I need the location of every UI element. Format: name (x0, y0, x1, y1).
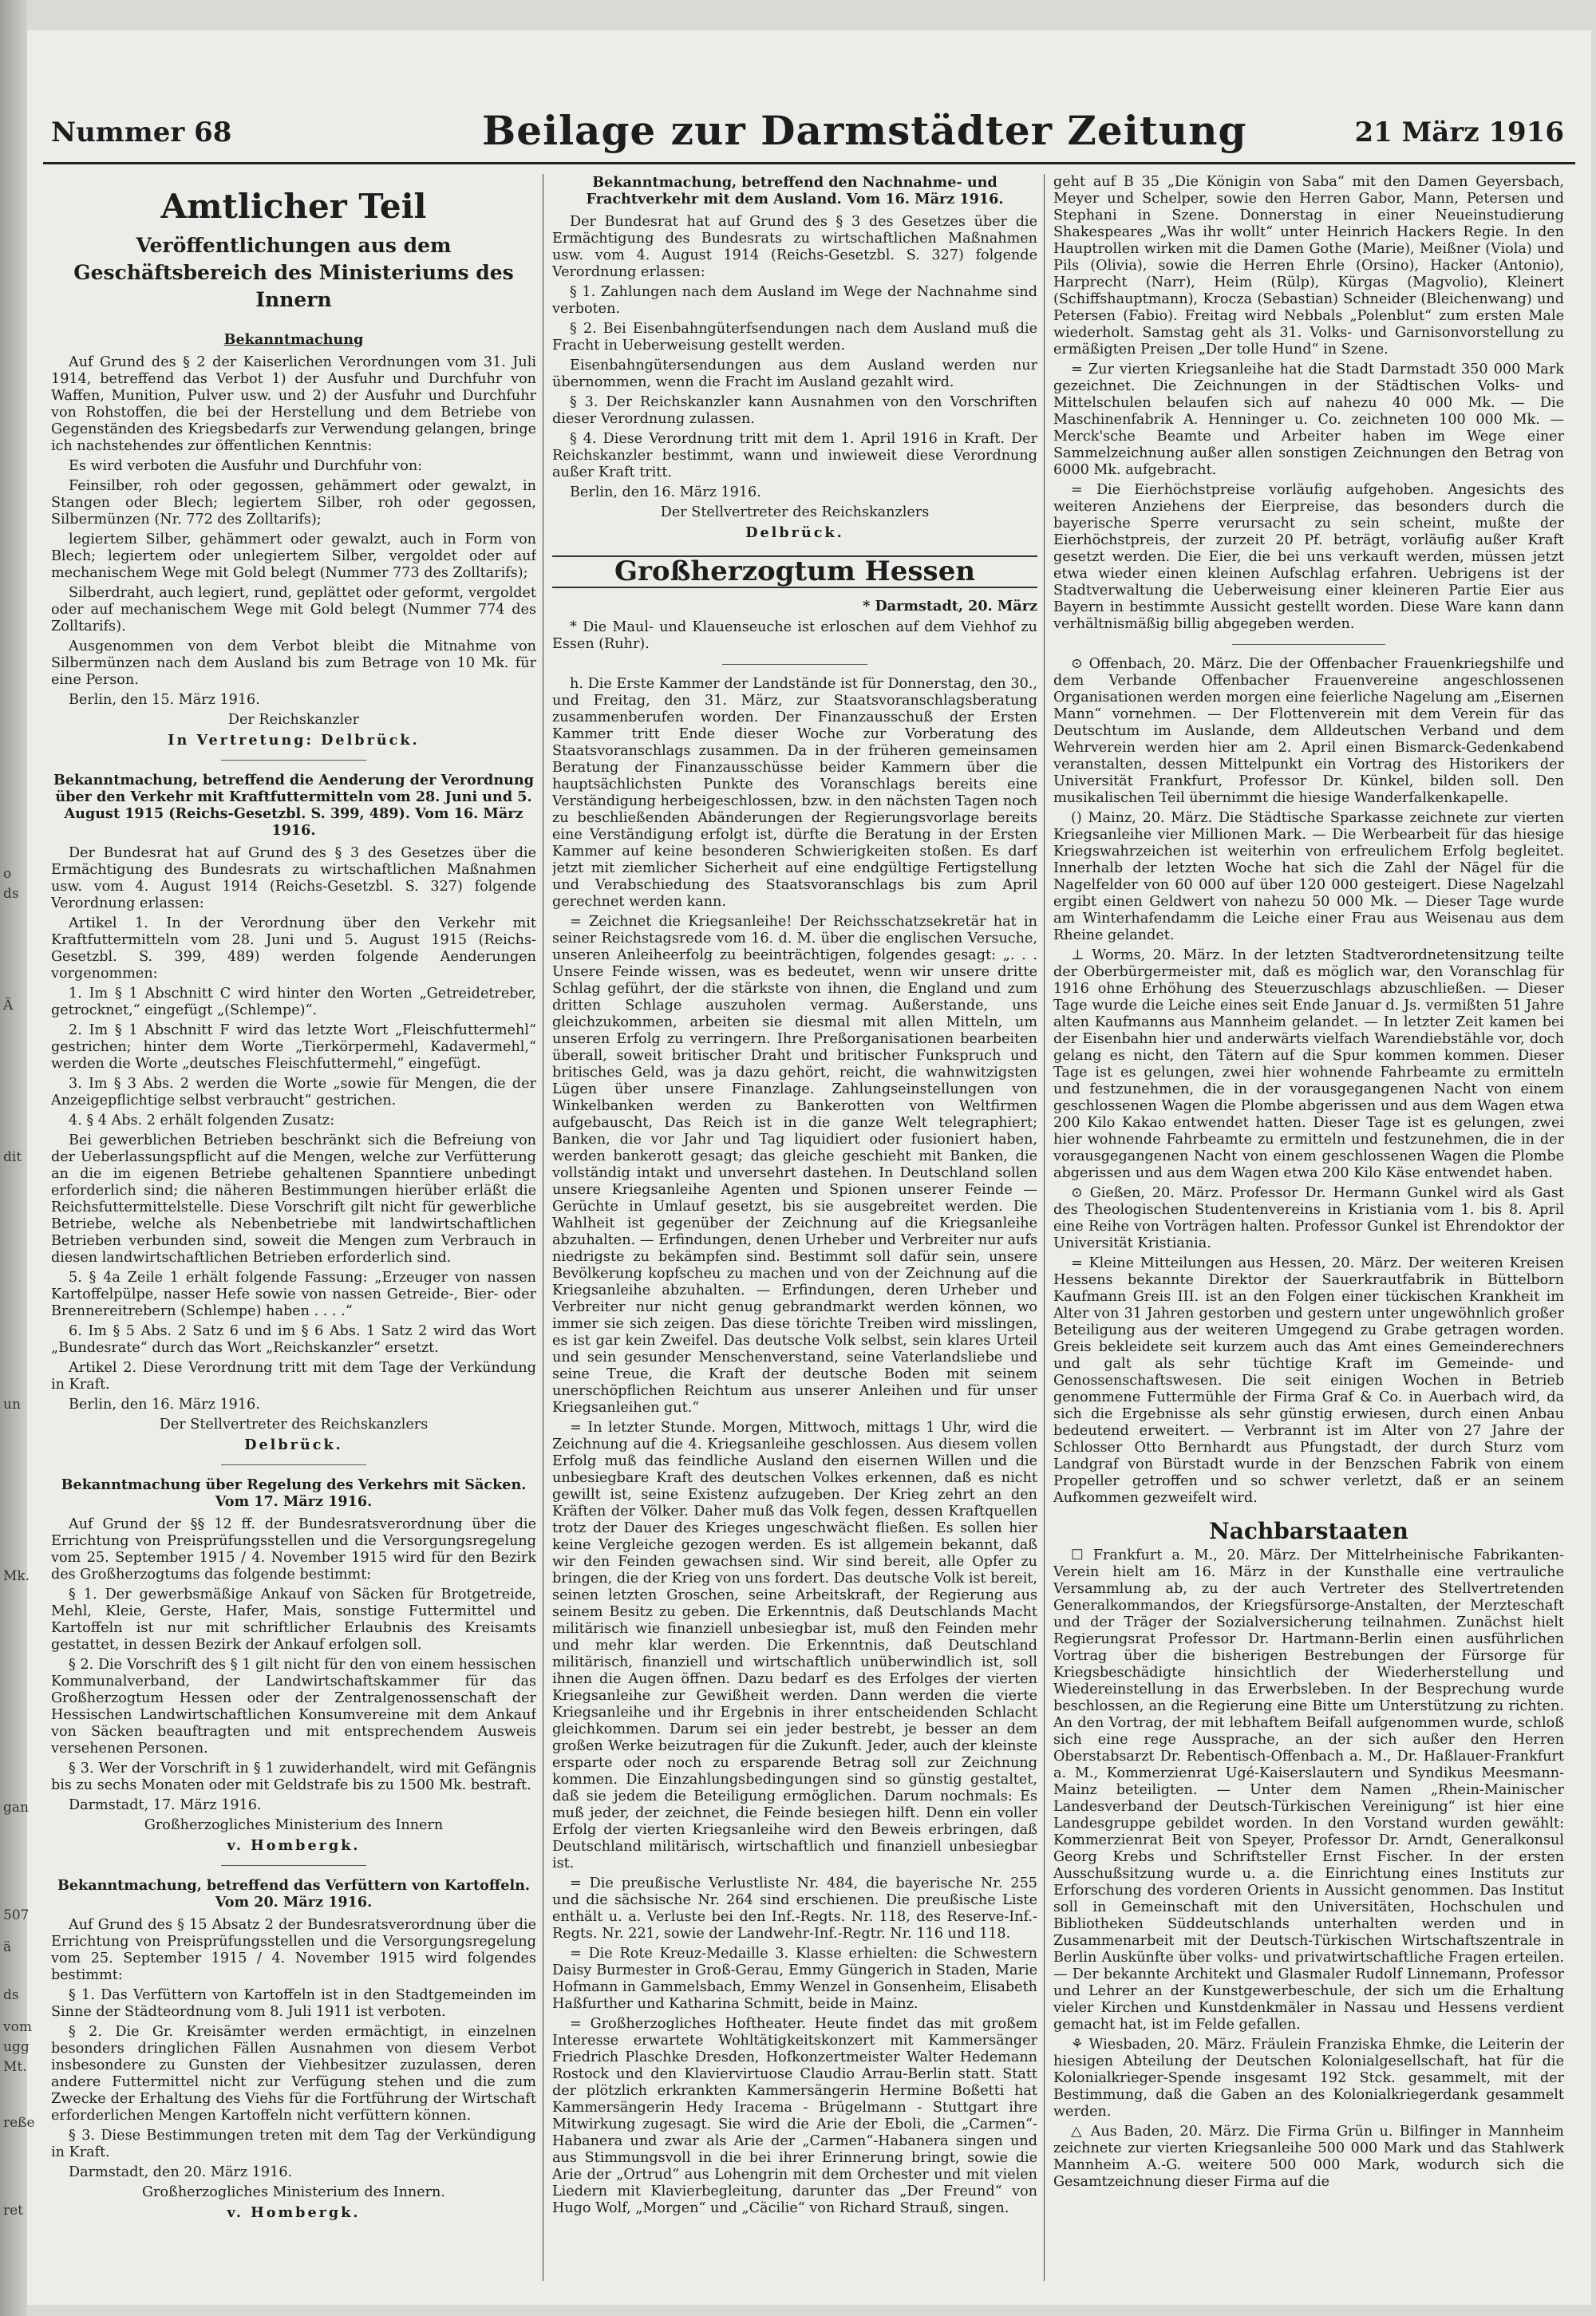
section-title: Nachbarstaaten (1209, 1518, 1408, 1544)
article-heading: Bekanntmachung, betreffend die Aenderung der Verordnung über den Verkehr mit Kraftfuttermitteln vom 28. Juni und 5. August 1915 (Reichs-Gesetzbl. S. 399, 489). Vom 16. März 1916. (53, 772, 535, 839)
article-paragraph: Bei gewerblichen Betrieben beschränkt sich die Befreiung von der Ueberlassungspflicht auf die Mengen, welche zur Verfütterung an die im eigenen Betriebe gehaltenen Spanntiere unbedingt erforderlich sind; die näheren Bestimmungen hierüber erläßt die Reichsfuttermittelstelle. Diese Vorschrift gilt nicht für gewerbliche Betriebe, welche als Nebenbetriebe mit landwirtschaftlichen Betrieben verbunden sind, soweit die Mengen zum Verbrauch in diesen landwirtschaftlichen Betrieben erforderlich sind. (51, 1132, 536, 1266)
separator (221, 1464, 366, 1465)
separator (221, 1865, 366, 1866)
article-paragraph: § 1. Zahlungen nach dem Ausland im Wege der Nachnahme sind verboten. (552, 284, 1037, 317)
facing-page-fragment: Mk. (3, 1568, 30, 1584)
article-paragraph: § 1. Der gewerbsmäßige Ankauf von Säcken für Brotgetreide, Mehl, Kleie, Gerste, Hafer, Mais, sonstige Futtermittel und Kartoffeln ist nur mit schriftlicher Erlaubnis des Kreisamts gestattet, in dessen Bezirk der Ankauf erfolgen soll. (51, 1587, 536, 1653)
article-paragraph: legiertem Silber, gehämmert oder gewalzt, auch in Form von Blech; legiertem oder unlegiertem Silber, vergoldet oder auf mechanischem Wege mit Gold belegt (Nummer 773 des Zolltarifs); (51, 532, 536, 581)
article-paragraph: 2. Im § 1 Abschnitt F wird das letzte Wort „Fleischfuttermehl“ gestrichen; hinter dem Worte „Tierkörpermehl, Kadavermehl,“ werden die Worte „deutsches Fleischfuttermehl,“ eingefügt. (51, 1022, 536, 1072)
column-1 (51, 174, 536, 2289)
place-date: Berlin, den 15. März 1916. (69, 692, 260, 708)
facing-page-fragment: ugg (3, 2039, 30, 2055)
facing-page-fragment: Mt. (3, 2059, 27, 2075)
article-paragraph: 5. § 4a Zeile 1 erhält folgende Fassung: „Erzeuger von nassen Kartoffelpülpe, nasser Hefe sowie von nassen Getreide-, Bier- oder Brennereitrebern (Schlempe) haben . . . .“ (51, 1270, 536, 1319)
article-paragraph: § 2. Bei Eisenbahngüterfsendungen nach dem Ausland muß die Fracht in Ueberweisung gestellt werden. (552, 321, 1037, 354)
article-paragraph: 1. Im § 1 Abschnitt C wird hinter den Worten „Getreidetreber, getrocknet,“ eingefügt „(Schlempe)“. (51, 986, 536, 1018)
news-item: = Die Eierhöchstpreise vorläufig aufgehoben. Angesichts des weiteren Anziehens der Eierpreise, das besonders durch die bayerische Sperre verursacht zu sein scheint, mußte der Eierhöchstpreis, der zurzeit 20 Pf. beträgt, vorläufig außer Kraft gesetzt werden. Die Eier, die bei uns verkauft werden, müssen jetzt etwa wieder einen kleinen Aufschlag erfahren. Uebrigens ist der Stadtverwaltung die Ueberweisung einer kleineren Partie Eier aus Bayern in bestimmte Aussicht gestellt worden. Diese Ware kann dann verhältnismäßig billig abgegeben werden. (1053, 482, 1564, 632)
facing-page-fragment: o (3, 866, 12, 882)
article-paragraph: § 3. Diese Bestimmungen treten mit dem Tag der Verkündigung in Kraft. (51, 2128, 536, 2160)
section-subtitle: Veröffentlichungen aus dem Geschäftsbereich des Ministeriums des Innern (73, 234, 514, 311)
news-item: = Die Rote Kreuz-Medaille 3. Klasse erhielten: die Schwestern Daisy Burmester in Groß-Gerau, Emmy Güngerich in Staden, Marie Hofmann in Gammelsbach, Emmy Wenzel in Gonsenheim, Elisabeth Haßfurther und Katharina Schmitt, beide in Mainz. (552, 1946, 1037, 2012)
article-paragraph: § 4. Diese Verordnung tritt mit dem 1. April 1916 in Kraft. Der Reichskanzler bestimmt, wann und inwieweit diese Verordnung außer Kraft tritt. (552, 431, 1037, 480)
article-paragraph: 3. Im § 3 Abs. 2 werden die Worte „sowie für Mengen, die der Anzeigepflichtige selbst verbraucht“ gestrichen. (51, 1076, 536, 1109)
place-date: Berlin, den 16. März 1916. (69, 1397, 260, 1413)
issue-number: Nummer 68 (51, 117, 232, 148)
separator (722, 664, 867, 665)
news-item: ⊙ Offenbach, 20. März. Die der Offenbacher Frauenkriegshilfe und dem Verbande Offenbacher Frauenvereine angeschlossenen Organisationen werden morgen eine feierliche Nagelung am „Eisernen Mann“ vornehmen. — Der Flottenverein mit dem Verein für das Deutschtum im Auslande, dem Alldeutschen Verband und dem Wehrverein werden hier am 2. April einen Bismarck-Gedenkabend veranstalten, dessen Mittelpunkt ein Vortrag des Historikers der Universität Frankfurt, Professor Dr. Künkel, bilden soll. Den musikalischen Teil übernimmt die hiesige Wanderfalkenkapelle. (1053, 656, 1564, 806)
place-date: Darmstadt, 17. März 1916. (69, 1797, 262, 1813)
signature: Delbrück. (244, 1437, 343, 1453)
article-paragraph: Auf Grund der §§ 12 ff. der Bundesratsverordnung über die Errichtung von Preisprüfungsstellen und die Versorgungsregelung vom 25. September 1915 / 4. November 1915 wird für den Bezirk des Großherzogtums das folgende bestimmt: (51, 1516, 536, 1583)
separator (221, 760, 366, 761)
article-paragraph: § 2. Die Gr. Kreisämter werden ermächtigt, in einzelnen besonders dringlichen Fällen Ausnahmen von diesem Verbot insbesondere zu Gunsten der Viehbesitzer zuzulassen, deren andere Futtermittel nicht zur Verfügung stehen und die zum Zwecke der Erhaltung des Viehs für die Fortführung der Wirtschaft erforderlichen Mengen Kartoffeln nicht verfüttern können. (51, 2024, 536, 2124)
article-heading: Bekanntmachung, betreffend das Verfüttern von Kartoffeln. Vom 20. März 1916. (57, 1877, 531, 1911)
news-item: geht auf B 35 „Die Königin von Saba“ mit den Damen Geyersbach, Meyer und Schelper, sowie den Herren Gabor, Mann, Petersen und Stephani in Szene. Donnerstag in einer Neueinstudierung Shakespeares „Was ihr wollt“ unter Heinrich Hackers Regie. In den Hauptrollen wirken mit die Damen Gothe (Marie), Meißner (Viola) und Pils (Olivia), sowie die Herren Ehrle (Orsino), Hacker (Antonio), Harprecht (Narr), Heim (Rülp), Kürgas (Magvolio), Kleinert (Schiffshauptmann), Krocza (Sebastian) Schneider (Bleichenwang) und Petersen (Fabio). Freitag wird Nebbals „Polenblut“ zum ersten Male wiederholt. Samstag geht als 31. Volks- und Garnisonvorstellung zu ermäßigten Preisen „Der tolle Hund“ in Szene. (1053, 174, 1564, 358)
newspaper-title: Beilage zur Darmstädter Zeitung (482, 107, 1247, 154)
news-item: = Kleine Mitteilungen aus Hessen, 20. März. Der weiteren Kreisen Hessens bekannte Direktor der Sauerkrautfabrik in Büttelborn Kaufmann Greis III. ist an den Folgen einer tückischen Krankheit im Alter von 31 Jahren gestorben und gestern unter ungewöhnlich großer Beteiligung aus der weiteren Umgegend zu Grabe getragen worden. Greis bekleidete seit kurzem auch das Amt eines Gemeinderechners und galt als sehr tüchtige Kraft im Gemeinde- und Genossenschaftswesen. Die seit einigen Wochen in Betrieb genommene Futtermühle der Firma Graf & Co. in Auerbach wird, da sich die Ergebnisse als sehr günstig erwiesen, durch einen Anbau bedeutend erweitert. — Verbrannt ist im Alter von 27 Jahre der Schlosser Otto Bernhardt aus Pfungstadt, der durch Sturz vom Landgraf von Bürstadt wurde in der Benzschen Fabrik von einem Propeller getroffen und so schwer verletzt, daß er an seinem Aufkommen gezweifelt wird. (1053, 1255, 1564, 1506)
news-item: = In letzter Stunde. Morgen, Mittwoch, mittags 1 Uhr, wird die Zeichnung auf die 4. Kriegsanleihe geschlossen. Aus diesem vollen Erfolg muß das feindliche Ausland den eisernen Willen und die unbesiegbare Kraft des deutschen Volkes erkennen, daß es nicht gewillt ist, seine Existenz aufzugeben. Der Krieg zehrt an den Kräften der Völker. Daher muß das Volk fegen, dessen Kraftquellen trotz der Dauer des Krieges ungeschwächt fließen. Es sollen hier keine Vergleiche gezogen werden. Es ist allgemein bekannt, daß wir den Feinden gewachsen sind. Wir sind bereit, alle Opfer zu bringen, die der Krieg von uns fordert. Das deutsche Volk ist bereit, seinen letzten Groschen, seine Arbeitskraft, der Regierung aus seinem Besitz zu geben. Die Erkenntnis, daß Deutschlands Macht militärisch wie finanziell unbesiegbar ist, muß den Feinden mehr und mehr klar werden. Die Erkenntnis, daß Deutschland militärisch, finanziell und wirtschaftlich unüberwindlich ist, soll ihnen die Augen öffnen. Dazu bedarf es des Erfolges der vierten Kriegsanleihe zur Gewißheit werden. Dann werden die vierte Kriegsanleihe und ihr Ergebnis in ihrer entscheidenden Schlacht gleichkommen. Darum sei ein jeder bestrebt, je besser an dem großen Werke beizutragen für die Zukunft. Jeder, auch der kleinste ersparte oder noch zu ersparende Betrag soll zur Zeichnung kommen. Die Einzahlungsbedingungen sind so günstig gestaltet, daß sie jedem die Beteiligung ermöglichen. Darum nochmals: Es muß jeder, der zeichnet, die Feinde besiegen hilft. Denn ein voller Erfolg der vierten Kriegsanleihe wird den Beweis erbringen, daß Deutschland militärisch, wirtschaftlich und finanziell unbesiegbar ist. (552, 1420, 1037, 1871)
article-paragraph: Ausgenommen von dem Verbot bleibt die Mitnahme von Silbermünzen nach dem Ausland bis zum Betrage von 10 Mk. für eine Person. (51, 638, 536, 688)
article-paragraph: Artikel 2. Diese Verordnung tritt mit dem Tage der Verkündung in Kraft. (51, 1360, 536, 1393)
column-3 (1053, 174, 1564, 2289)
facing-page-fragment: 507 (3, 1907, 30, 1923)
signatory-role: Der Stellvertreter des Reichskanzlers (660, 504, 930, 520)
signature: Delbrück. (745, 524, 844, 541)
newspaper-page (27, 30, 1591, 2305)
article-paragraph: § 3. Wer der Vorschrift in § 1 zuwiderhandelt, wird mit Gefängnis bis zu sechs Monaten oder mit Geldstrafe bis zu 1500 Mk. bestraft. (51, 1761, 536, 1793)
news-item: = Großherzogliches Hoftheater. Heute findet das mit großem Interesse erwartete Wohltätigkeitskonzert mit Kammersänger Friedrich Plaschke Dresden, Hofkonzertmeister Walter Hedemann Rostock und den Klaviervirtuose Claudio Arrau-Berlin statt. Statt der plötzlich erkrankten Kammersängerin Hermine Boßetti hat Kammersängerin Hedy Iracema - Brügelmann - Stuttgart ihre Mitwirkung zugesagt. Sie wird die Arie der Eboli, die „Carmen“-Habanera und zwar als Arie der „Carmen“-Habanera singen und aus Stimmungsvoll in die bei ihrer Erinnerung bringt, sowie die Arie der „Ortrud“ aus Lohengrin mit dem Orchester und mit vielen Liedern mit Klavierbegleitung, darunter das „Der Freund“ von Hugo Wolf, „Morgen“ und „Cäcilie“ von Richard Strauß, singen. (552, 2016, 1037, 2216)
news-item: ⊙ Gießen, 20. März. Professor Dr. Hermann Gunkel wird als Gast des Theologischen Studentenvereins in Kristiania vom 1. bis 8. April eine Reihe von Vorträgen halten. Professor Gunkel ist Ehrendoktor der Universität Kristiania. (1053, 1185, 1564, 1251)
dateline: * Darmstadt, 20. März (863, 598, 1037, 615)
issue-date: 21 März 1916 (1354, 117, 1564, 148)
article-heading: Bekanntmachung (223, 331, 364, 348)
article-paragraph: Eisenbahngütersendungen aus dem Ausland werden nur übernommen, wenn die Fracht im Ausland gezahlt wird. (552, 358, 1037, 390)
facing-page-fragment: vom (3, 2019, 32, 2035)
news-item: ☐ Frankfurt a. M., 20. März. Der Mittelrheinische Fabrikanten-Verein hielt am 16. März in der Kunsthalle eine vertrauliche Versammlung ab, zu der auch Vertreter des Stellvertretenden Generalkommandos, der Kriegsfürsorge-Anstalten, der Merzteschaft und der Träger der Sozialversicherung teilnahmen. Zunächst hielt Regierungsrat Professor Dr. Hartmann-Berlin einen ausführlichen Vortrag über die bisherigen Bestrebungen der Fürsorge für Kriegsbeschädigte hinsichtlich der Wiederherstellung und Wiedereinstellung in das Erwerbsleben. In der Besprechung wurde beschlossen, an die Regierung eine Bitte um Unterstützung zu richten. An den Vortrag, der mit lebhaftem Beifall aufgenommen wurde, schloß sich eine rege Aussprache, an der sich außer den Herren Oberstabsarzt Dr. Rebentisch-Offenbach a. M., Dr. Haßlauer-Frankfurt a. M., Kommerzienrat Ugé-Kaiserslautern und Syndikus Meesmann-Mainz beteiligten. — Unter dem Namen „Rhein-Mainischer Landesverband der Deutsch-Türkischen Vereinigung“ ist hier eine Landesgruppe gebildet worden. In den Vorstand wurden gewählt: Kommerzienrat Beit von Speyer, Professor Dr. Arndt, Generalkonsul Georg Krebs und Schriftsteller Ernst Fischer. In der ersten Ausschußsitzung wurde u. a. die Einrichtung eines Instituts zur Erforschung des vorderen Orients in Aussicht genommen. Das Institut soll in Gemeinschaft mit den Universitäten, Hochschulen und Bibliotheken Süddeutschlands unterhalten werden und in Zusammenarbeit mit der Deutsch-Türkischen Wirtschaftszentrale in Berlin Auskünfte über volks- und privatwirtschaftliche Fragen erteilen. — Der bekannte Architekt und Glasmaler Rudolf Linnemann, Professor und Lehrer an der Kunstgewerbeschule, der sich um die Erhaltung vieler Kirchen und Kunstdenkmäler in Nassau und Hessens verdient gemacht hat, ist im Felde gefallen. (1053, 1547, 1564, 2033)
news-item: () Mainz, 20. März. Die Städtische Sparkasse zeichnete zur vierten Kriegsanleihe vier Millionen Mark. — Die Werbearbeit für das hiesige Kriegswahrzeichen ist weiterhin von erfreulichem Erfolg begleitet. Innerhalb der letzten Woche hat sich die Zahl der Nägel für die Nagelfelder von 60 000 auf über 120 000 gesteigert. Diese Nagelzahl ergibt einen Geldwert von nahezu 50 000 Mk. — Dieser Tage wurde am Winterhafendamm die Leiche einer Frau aus Weisenau aus dem Rheine gelandet. (1053, 810, 1564, 943)
place-date: Darmstadt, den 20. März 1916. (69, 2164, 293, 2180)
place-date: Berlin, den 16. März 1916. (570, 484, 761, 500)
signature: v. Hombergk. (227, 2204, 361, 2221)
section-title: Amtlicher Teil (160, 187, 427, 226)
column-2 (552, 174, 1037, 2289)
article-paragraph: § 3. Der Reichskanzler kann Ausnahmen von den Vorschriften dieser Verordnung zulassen. (552, 394, 1037, 427)
facing-page-fragment: reße (3, 2115, 35, 2131)
news-item: ⊥ Worms, 20. März. In der letzten Stadtverordnetensitzung teilte der Oberbürgermeister mit, daß es möglich war, den Voranschlag für 1916 ohne Erhöhung des Steuerzuschlags abzuschließen. — Dieser Tage wurde die Leiche eines seit Ende Januar d. Js. vermißten 51 Jahre alten Kaufmanns aus Mannheim gelandet. — In letzter Zeit kamen bei der Eisenbahn hier und anderwärts vielfach Warendiebstähle vor, doch gelang es nicht, den Tätern auf die Spur kommen kommen. Dieser Tage ist es gelungen, zwei hier wohnende Fahrbeamte zu ermitteln und festzunehmen, die in der vorausgegangenen Nacht von einem geschlossenen Wagen die Plombe abgerissen und aus dem Wagen etwa 200 Kilo Kakao entwendet hatten. Dieser Tage ist es gelungen, zwei hier wohnende Fahrbeamte zu ermitteln und festzunehmen, die in der vorausgegangenen Nacht von einem geschlossenen Wagen die Plombe abgerissen und aus dem Wagen etwa 200 Kilo Käse entwendet haben. (1053, 947, 1564, 1181)
article-paragraph: Silberdraht, auch legiert, rund, geplättet oder geformt, vergoldet oder auf mechanischem Wege mit Gold belegt (Nummer 774 des Zolltarifs). (51, 585, 536, 634)
article-paragraph: Auf Grund des § 2 der Kaiserlichen Verordnungen vom 31. Juli 1914, betreffend das Verbot 1) der Ausfuhr und Durchfuhr von Waffen, Munition, Pulver usw. und 2) der Ausfuhr und Durchfuhr von Rohstoffen, die bei der Herstellung und dem Betriebe von Gegenständen des Kriegsbedarfs zur Verwendung gelangen, bringe ich nachstehendes zur öffentlichen Kenntnis: (51, 354, 536, 454)
signatory-role: Der Reichskanzler (227, 712, 360, 728)
news-item: = Die preußische Verlustliste Nr. 484, die bayerische Nr. 255 und die sächsische Nr. 264 sind erschienen. Die preußische Liste enthält u. a. Verluste bei den Inf.-Regts. Nr. 118, des Reserve-Inf.-Regts. Nr. 221, sowie der Landwehr-Inf.-Regtr. Nr. 116 und 118. (552, 1875, 1037, 1942)
article-paragraph: 6. Im § 5 Abs. 2 Satz 6 und im § 6 Abs. 1 Satz 2 wird das Wort „Bundesrate“ durch das Wort „Reichskanzler“ ersetzt. (51, 1323, 536, 1356)
signature: v. Hombergk. (227, 1837, 361, 1854)
masthead (27, 30, 1591, 154)
facing-page-fragment: dit (3, 1149, 22, 1165)
article-paragraph: Der Bundesrat hat auf Grund des § 3 des Gesetzes über die Ermächtigung des Bundesrats zu wirtschaftlichen Maßnahmen usw. vom 4. August 1914 (Reichs-Gesetzbl. S. 327) folgende Verordnung erlassen: (51, 845, 536, 911)
signatory-role: Der Stellvertreter des Reichskanzlers (159, 1417, 429, 1433)
article-paragraph: Artikel 1. In der Verordnung über den Verkehr mit Kraftfuttermitteln vom 28. Juni und 5. August 1915 (Reichs-Gesetzbl. S. 399, 489) werden folgende Aenderungen vorgenommen: (51, 915, 536, 982)
facing-page-fragment: Ä (3, 998, 14, 1014)
facing-page-fragment: gan (3, 1800, 29, 1816)
signatory-role: Großherzogliches Ministerium des Innern. (142, 2184, 445, 2200)
news-item: = Zeichnet die Kriegsanleihe! Der Reichsschatzsekretär hat in seiner Reichstagsrede vom 16. d. M. über die englischen Versuche, unseren Anleiheerfolg zu beeinträchtigen, folgendes gesagt: „. . . Unsere Feinde wissen, was es bedeutet, wenn wir unsere dritte Schlag geführt, der die stärkste von ihnen, die England und zum dritten Schlage auszuholen vermag. Außerstande, uns gleichzukommen, arbeiten sie diesmal mit allen Mitteln, um unseren Erfolg zu verringern. Ihre Preßorganisationen bearbeiten überall, soweit britischer Draht und britischer Funkspruch und britisches Geld, was ja dazu gehört, reicht, die wahnwitzigsten Lügen über unsere Finanzlage. Zahlungseinstellungen von Winkelbanken werden zu Bankerotten von Weltfirmen aufgebauscht, Das Reich ist in die ganze Welt telegraphiert; Banken, die vor Jahr und Tag liquidiert oder fusioniert haben, werden bankerott gesagt; das gleiche geschieht mit Banken, die vollständig intakt und unversehrt dastehen. In Deutschland sollen unsere Kriegsanleihe Agenten und Spionen unserer Feinde — Gerüchte in Umlauf gesetzt, bis sie ausgebreitet werden. Die Wahlheit ist gegenüber der Zeichnung auf die Kriegsanleihe abzuhalten. — Erfindungen, denen Urheber und Verbreiter nur aufs niedrigste zu bekämpfen sind. Bestimmt soll dafür sein, unsere Bevölkerung kopfscheu zu machen und von der Zeichnung auf die Kriegsanleihe abzuhalten. — Erfindungen, deren Urheber und Verbreiter nur nicht genug gebrandmarkt werden können, wo immer sie sich zeigen. Das diese törichte Treiben wird misslingen, es ist gar kein Zweifel. Das deutsche Volk selbst, sein klares Urteil und sein gesunder Menschenverstand, seine Vaterlandsliebe und seine Treue, die Kraft der deutsche Boden mit seinem unerschöpflichen Reichtum aus unserer Anleihen und für unser Kriegsanleihen gut.“ (552, 914, 1037, 1416)
section-title: Großherzogtum Hessen (552, 555, 1037, 588)
article-heading: Bekanntmachung über Regelung des Verkehrs mit Säcken. Vom 17. März 1916. (61, 1476, 527, 1510)
news-item: h. Die Erste Kammer der Landstände ist für Donnerstag, den 30., und Freitag, den 31. März, zur Staatsvoranschlagsberatung zusammenberufen worden. Der Finanzausschuß der Ersten Kammer tritt Ende dieser Woche zur Vorberatung des Staatsvoranschlags zusammen. Da in der früheren gemeinsamen Beratung der Finanzausschüsse beider Kammern über die hauptsächlichsten Punkte des Voranschlags bereits eine Verständigung herbeigeschlossen, bzw. in den nächsten Tagen noch zu beschließenden Abänderungen der Regierungsvorlage bereits eine Verständigung erfolgt ist, dürfte die Beratung in der Ersten Kammer auf keine besonderen Schwierigkeiten stoßen. Es darf jetzt mit ziemlicher Sicherheit auf eine endgültige Fertigstellung und Verabschiedung des Staatsvoranschlags bis zum April gerechnet werden kann. (552, 676, 1037, 910)
news-item: △ Aus Baden, 20. März. Die Firma Grün u. Bilfinger in Mannheim zeichnete zur vierten Kriegsanleihe 500 000 Mark und das Stahlwerk Mannheim A.-G. weitere 500 000 Mark, wodurch sich die Gesamtzeichnung dieser Firma auf die (1053, 2124, 1564, 2190)
article-paragraph: Feinsilber, roh oder gegossen, gehämmert oder gewalzt, in Stangen oder Blech; legiertem Silber, roh oder gegossen, Silbermünzen (Nr. 772 des Zolltarifs); (51, 478, 536, 528)
separator (1232, 644, 1385, 645)
news-item: ⚘ Wiesbaden, 20. März. Fräulein Franziska Ehmke, die Leiterin der hiesigen Abteilung der Deutschen Kolonialgesellschaft, hat für die Kolonialkrieger-Spende insgesamt 192 Stck. gesammelt, mit der Bestimmung, daß die Gaben an des Kolonialkriegerdank gesammelt werden. (1053, 2037, 1564, 2120)
article-paragraph: Es wird verboten die Ausfuhr und Durchfuhr von: (69, 458, 423, 474)
article-heading: Bekanntmachung, betreffend den Nachnahme- und Frachtverkehr mit dem Ausland. Vom 16. März 1916. (586, 174, 1004, 207)
facing-page-fragment: un (3, 1397, 21, 1413)
facing-page-fragment: ret (3, 2203, 24, 2219)
article-paragraph: § 1. Das Verfüttern von Kartoffeln ist in den Stadtgemeinden im Sinne der Städteordnung vom 8. Juli 1911 ist verboten. (51, 1987, 536, 2020)
article-paragraph: § 2. Die Vorschrift des § 1 gilt nicht für den von einem hessischen Kommunalverband, der Landwirtschaftskammer für das Großherzogtum Hessen oder der Zentralgenossenschaft der Hessischen Landwirtschaftlichen Konsumvereine mit dem Ankauf von Säcken beauftragten und mit entsprechendem Ausweis versehenen Personen. (51, 1657, 536, 1757)
news-item: = Zur vierten Kriegsanleihe hat die Stadt Darmstadt 350 000 Mark gezeichnet. Die Zeichnungen in der Städtischen Volks- und Mittelschulen belaufen sich auf nahezu 40 000 Mk. — Die Maschinenfabrik A. Henninger u. Co. zeichneten 100 000 Mk. — Merck'sche Beamte und Arbeiter haben im Wege einer Sammelzeichnung außer allen sonstigen Zeichnungen den Betrag von 6000 Mk. aufgebracht. (1053, 362, 1564, 478)
article-paragraph: Der Bundesrat hat auf Grund des § 3 des Gesetzes über die Ermächtigung des Bundesrats zu wirtschaftlichen Maßnahmen usw. vom 4. August 1914 (Reichs-Gesetzbl. S. 327) folgende Verordnung erlassen: (552, 214, 1037, 280)
signatory-role: Großherzogliches Ministerium des Innern (144, 1817, 444, 1833)
news-item: * Die Maul- und Klauenseuche ist erloschen auf dem Viehhof zu Essen (Ruhr). (552, 619, 1037, 652)
article-paragraph: Auf Grund des § 15 Absatz 2 der Bundesratsverordnung über die Errichtung von Preisprüfungsstellen und die Versorgungsregelung vom 25. September 1915 / 4. November 1915 wird folgendes bestimmt: (51, 1917, 536, 1983)
facing-page-fragment: ds (3, 1987, 19, 2003)
facing-page-fragment: ä (3, 1939, 12, 1955)
facing-page-fragment: ds (3, 886, 19, 902)
article-paragraph: 4. § 4 Abs. 2 erhält folgenden Zusatz: (69, 1113, 335, 1128)
masthead-rule (43, 162, 1575, 164)
signature: In Vertretung: Delbrück. (168, 732, 420, 749)
column-divider (1044, 174, 1045, 2281)
